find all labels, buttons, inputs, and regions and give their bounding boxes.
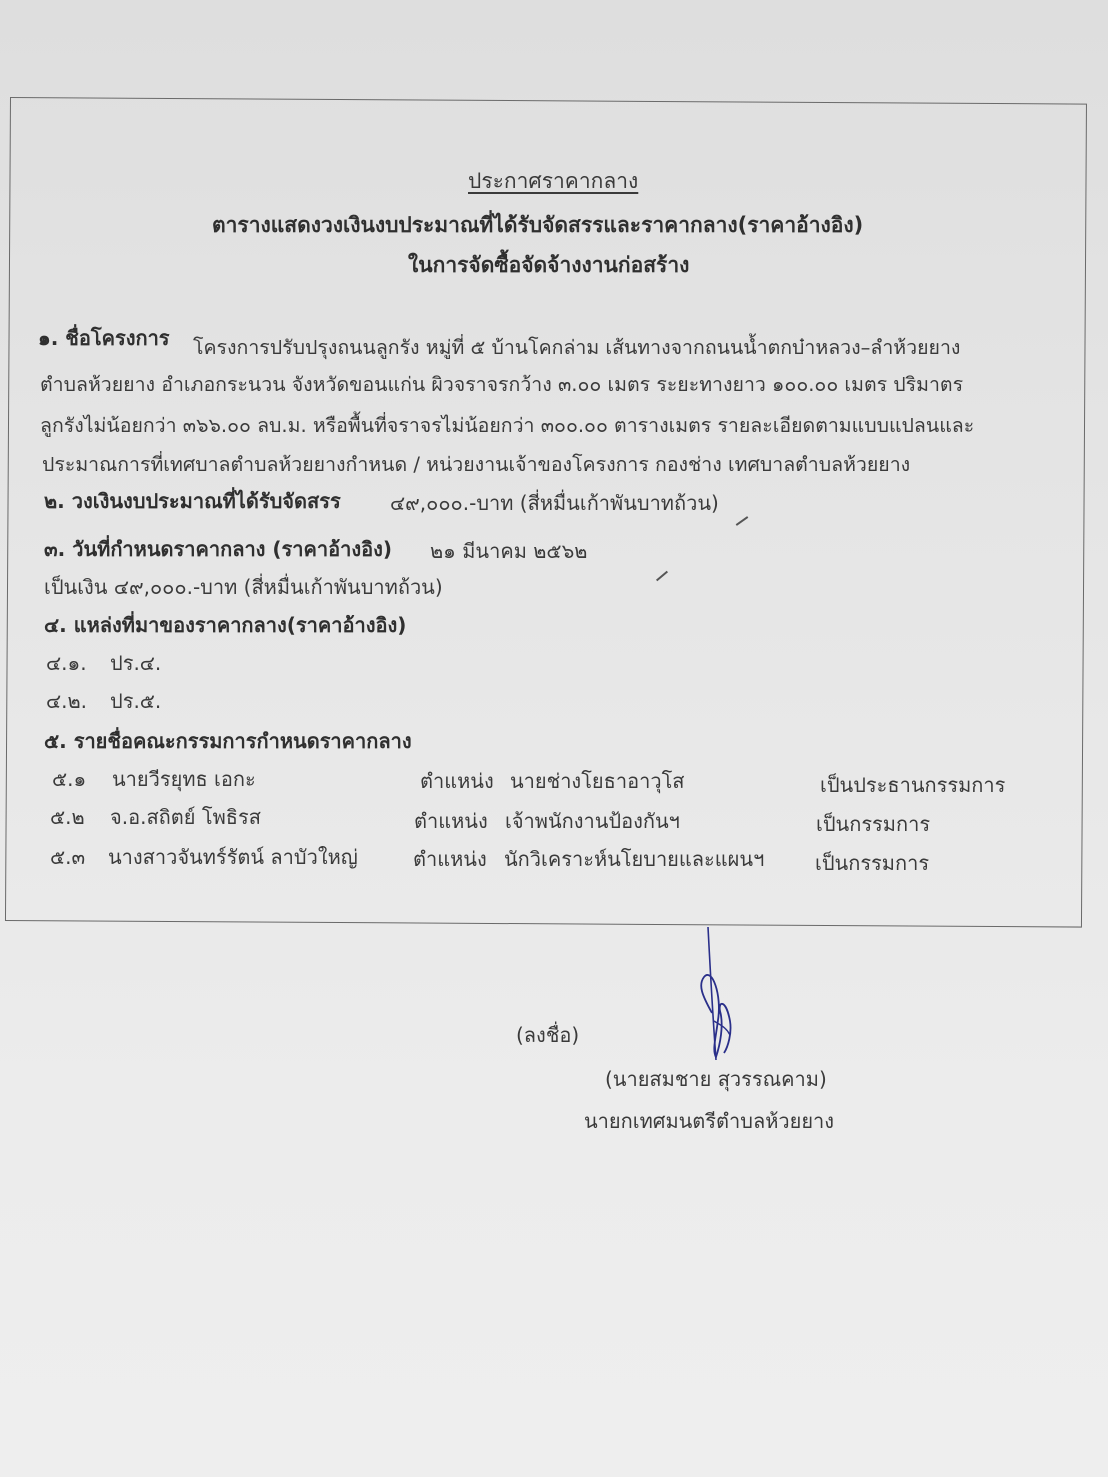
member-number: ๕.๓	[50, 845, 86, 869]
member-number: ๕.๑	[52, 767, 87, 791]
member-position: นักวิเคราะห์นโยบายและแผนฯ	[504, 847, 765, 871]
member-name: จ.อ.สถิตย์ โพธิรส	[110, 805, 261, 829]
document-subtitle: ตารางแสดงวงเงินงบประมาณที่ได้รับจัดสรรและราคากลาง(ราคาอ้างอิง)	[212, 213, 864, 237]
source-text: ปร.๔.	[110, 651, 162, 675]
member-name: นางสาวจันทร์รัตน์ ลาบัวใหญ่	[108, 845, 358, 869]
member-position-label: ตำแหน่ง	[413, 847, 487, 871]
member-position: นายช่างโยธาอาวุโส	[510, 769, 685, 793]
sign-label: (ลงชื่อ)	[516, 1023, 580, 1047]
item3-label: ๓. วันที่กำหนดราคากลาง (ราคาอ้างอิง)	[44, 537, 393, 561]
item1-line1: โครงการปรับปรุงถนนลูกรัง หมู่ที่ ๕ บ้านโคกล่าม เส้นทางจากถนนน้ำตกบ๋าหลวง–ลำห้วยยาง	[193, 336, 961, 359]
member-position: เจ้าพนักงานป้องกันฯ	[505, 809, 680, 833]
item1-label: ๑. ชื่อโครงการ	[38, 326, 170, 350]
handwritten-signature	[690, 925, 750, 1065]
item4-label: ๔. แหล่งที่มาของราคากลาง(ราคาอ้างอิง)	[44, 613, 407, 637]
source-number: ๔.๑.	[46, 651, 87, 675]
member-role: เป็นประธานกรรมการ	[820, 773, 1006, 797]
member-role: เป็นกรรมการ	[816, 812, 931, 836]
source-number: ๔.๒.	[46, 689, 88, 713]
item3-amount: เป็นเงิน ๔๙,๐๐๐.-บาท (สี่หมื่นเก้าพันบาทถ้วน)	[44, 575, 443, 599]
item2-label: ๒. วงเงินงบประมาณที่ได้รับจัดสรร	[44, 489, 341, 513]
source-text: ปร.๕.	[110, 689, 162, 713]
member-role: เป็นกรรมการ	[815, 851, 930, 875]
item1-line3: ลูกรังไม่น้อยกว่า ๓๖๖.๐๐ ลบ.ม. หรือพื้นที่จราจรไม่น้อยกว่า ๓๐๐.๐๐ ตารางเมตร รายละเอียดตามแบบแปลนและ	[40, 414, 975, 437]
signer-name: (นายสมชาย สุวรรณคาม)	[605, 1067, 827, 1091]
member-position-label: ตำแหน่ง	[420, 769, 494, 793]
item2-value: ๔๙,๐๐๐.-บาท (สี่หมื่นเก้าพันบาทถ้วน)	[390, 491, 719, 515]
member-number: ๕.๒	[50, 805, 85, 829]
item3-date: ๒๑ มีนาคม ๒๕๖๒	[430, 539, 588, 563]
item1-line2: ตำบลห้วยยาง อำเภอกระนวน จังหวัดขอนแก่น ผิวจราจรกว้าง ๓.๐๐ เมตร ระยะทางยาว ๑๐๐.๐๐ เมตร ปริมาตร	[40, 373, 964, 396]
signer-title: นายกเทศมนตรีตำบลห้วยยาง	[584, 1109, 835, 1133]
member-position-label: ตำแหน่ง	[414, 809, 488, 833]
item1-line4: ประมาณการที่เทศบาลตำบลห้วยยางกำหนด / หน่วยงานเจ้าของโครงการ กองช่าง เทศบาลตำบลห้วยยาง	[42, 453, 911, 476]
member-name: นายวีรยุทธ เอกะ	[112, 767, 256, 791]
document-title: ประกาศราคากลาง	[468, 169, 639, 193]
document-subtitle-2: ในการจัดซื้อจัดจ้างงานก่อสร้าง	[408, 253, 690, 277]
item5-label: ๕. รายชื่อคณะกรรมการกำหนดราคากลาง	[44, 729, 412, 753]
